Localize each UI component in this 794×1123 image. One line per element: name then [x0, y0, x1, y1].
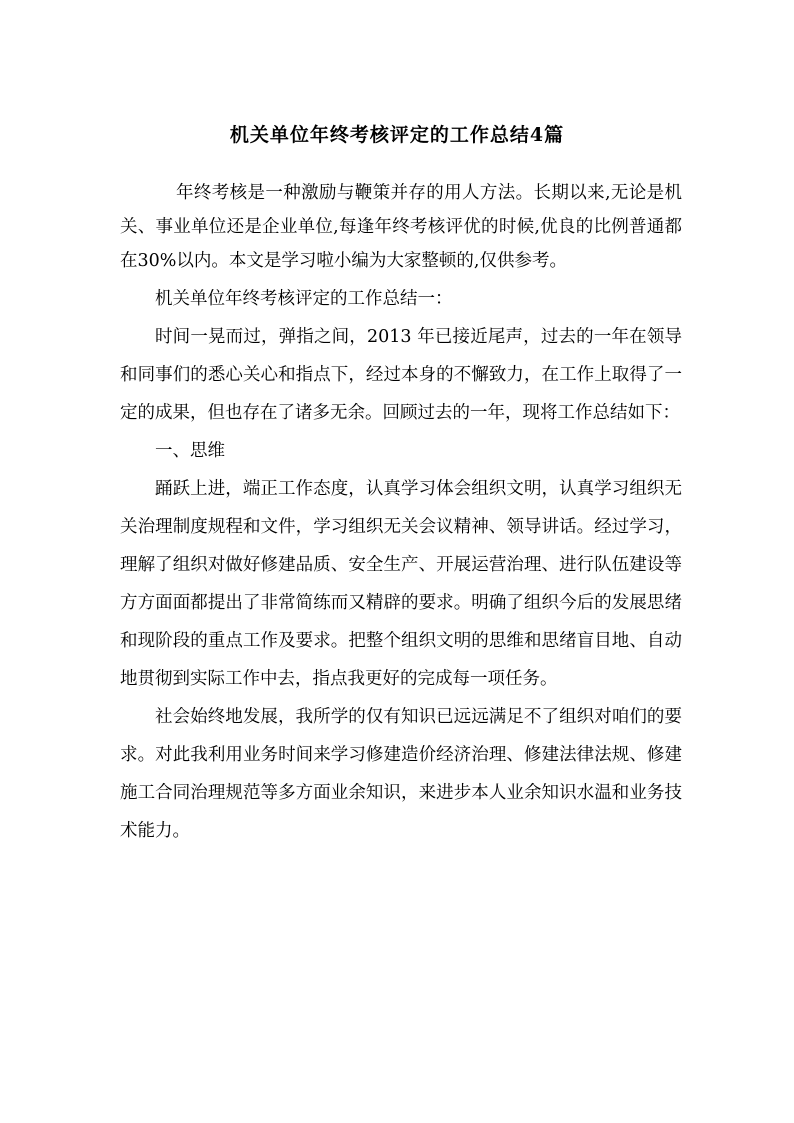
intro-paragraph: 年终考核是一种激励与鞭策并存的用人方法。长期以来,无论是机关、事业单位还是企业单位,每逢年终考核评优的时候,优良的比例普通都在30%以内。本文是学习啦小编为大家整顿的,仅供参考。	[120, 183, 682, 271]
thinking-paragraph: 踊跃上进，端正工作态度，认真学习体会组织文明，认真学习组织无关治理制度规程和文件，学习组织无关会议精神、领导讲话。经过学习，理解了组织对做好修建品质、安全生产、开展运营治理、进行队伍建设等方方面面都提出了非常简练而又精辟的要求。明确了组织今后的发展思绪和现阶段的重点工作及要求。把整个组织文明的思维和思绪盲目地、自动地贯彻到实际工作中去，指点我更好的完成每一项任务。	[120, 479, 682, 689]
section-heading-summary-one: 机关单位年终考核评定的工作总结一：	[155, 289, 453, 309]
learning-paragraph: 社会始终地发展，我所学的仅有知识已远远满足不了组织对咱们的要求。对此我利用业务时间来学习修建造价经济治理、修建法律法规、修建施工合同治理规范等多方面业余知识，来进步本人业余知识水温和业务技术能力。	[120, 707, 682, 841]
summary-paragraph: 时间一晃而过，弹指之间，2013 年已接近尾声，过去的一年在领导和同事们的悉心关心和指点下，经过本身的不懈致力，在工作上取得了一定的成果，但也存在了诸多无余。回顾过去的一年，现将工作总结如下：	[120, 327, 682, 423]
section-heading-thinking: 一、思维	[155, 441, 225, 461]
document-body	[120, 176, 682, 850]
document-title: 机关单位年终考核评定的工作总结4篇	[229, 124, 565, 146]
